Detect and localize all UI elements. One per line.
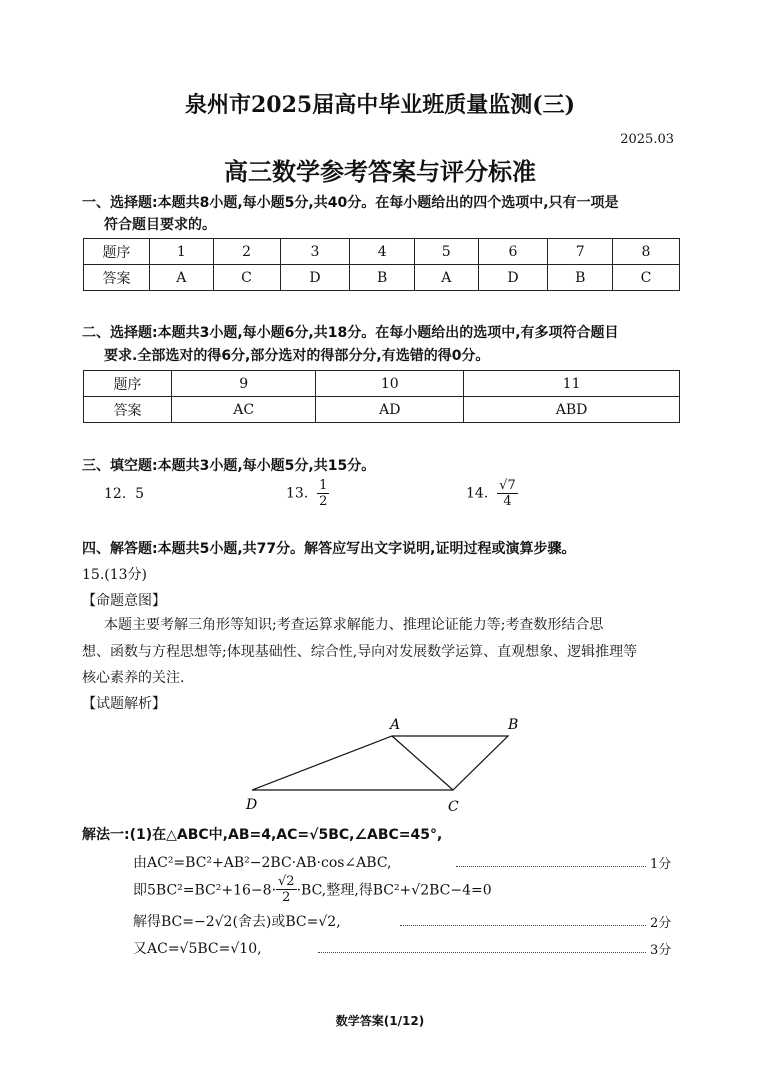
score-label: 2分 [650,916,672,931]
table-cell: 10 [316,371,464,397]
table-cell: 3 [280,239,350,265]
document-title: 泉州市2025届高中毕业班质量监测(三) [184,92,576,118]
intent-heading: 【命题意图】 [82,593,166,609]
point-label-a: A [390,717,401,733]
fill-answer-14 [466,478,518,509]
solution-text: 即5BC²=BC²+16−8· [133,882,277,899]
point-label-d: D [246,797,258,813]
intent-text-line1: 本题主要考解三角形等知识;考查运算求解能力、推理论证能力等;考查数形结合思 [104,617,604,633]
solution-line2: 由AC²=BC²+AB²−2BC·AB·cos∠ABC, [133,855,392,871]
table-header-cell: 题序 [84,371,172,397]
table-cell: 8 [612,239,679,265]
section2-heading-line2: 要求.全部选对的得6分,部分选对的得部分分,有选错的得0分。 [104,348,490,364]
table-cell: C [213,265,280,291]
solution-line3 [133,874,492,905]
table-row [84,239,680,265]
score-label: 3分 [650,943,672,958]
table-row [84,265,680,291]
table-cell: 6 [478,239,548,265]
table-cell: AD [316,397,464,423]
table-cell: D [478,265,548,291]
table-cell: B [350,265,415,291]
score-label: 1分 [650,857,672,872]
point-label-c: C [448,799,459,815]
dotted-leader [400,925,646,926]
table-header-cell: 题序 [84,239,150,265]
table-cell: 5 [414,239,478,265]
solution-text: ·BC,整理,得BC²+√2BC−4=0 [296,882,492,899]
question-number: 12. [104,486,127,502]
section3-heading: 三、填空题:本题共3小题,每小题5分,共15分。 [82,458,376,474]
section2-answer-table [83,370,680,423]
section4-heading: 四、解答题:本题共5小题,共77分。解答应写出文字说明,证明过程或演算步骤。 [82,541,576,557]
solution-line4: 解得BC=−2√2(舍去)或BC=√2, [133,914,341,930]
table-cell: AC [172,397,316,423]
solution-line5: 又AC=√5BC=√10, [133,941,262,957]
intent-text-line2: 想、函数与方程思想等;体现基础性、综合性,导向对发展数学运算、直观想象、逻辑推理等 [82,644,638,660]
trapezoid-outline [252,736,508,790]
table-row [84,397,680,423]
table-cell: B [548,265,613,291]
solution-line1 [82,824,442,844]
section2-heading-line1: 二、选择题:本题共3小题,每小题6分,共18分。在每小题给出的选项中,有多项符合题目 [82,325,619,341]
table-cell: A [150,265,214,291]
fill-answer-13 [286,478,329,509]
page-footer: 数学答案(1/12) [335,1014,425,1028]
dotted-leader [456,866,646,867]
table-cell: A [414,265,478,291]
fill-answer-12 [104,486,144,502]
document-date: 2025.03 [620,132,674,147]
section1-answer-table [83,238,680,291]
dotted-leader [318,952,646,953]
document-subtitle: 高三数学参考答案与评分标准 [224,157,536,186]
table-cell: 11 [464,371,680,397]
table-cell: D [280,265,350,291]
intent-text-line3: 核心素养的关注. [82,670,185,686]
table-cell: 4 [350,239,415,265]
question-number: 14. [466,485,489,502]
diagonal-ac [392,736,453,790]
section1-heading-line2: 符合题目要求的。 [104,217,216,233]
analysis-heading: 【试题解析】 [82,696,166,712]
table-cell: C [612,265,679,291]
table-header-cell: 答案 [84,265,150,291]
question-number: 13. [286,485,309,502]
table-cell: 1 [150,239,214,265]
table-header-cell: 答案 [84,397,172,423]
point-label-b: B [508,717,519,733]
trapezoid-figure [240,712,530,816]
table-row [84,371,680,397]
table-cell: 9 [172,371,316,397]
solution-text: 解法一:(1)在△ABC中,AB=4,AC=√5BC,∠ABC=45°, [82,827,443,843]
table-cell: 2 [213,239,280,265]
answer-fraction: $\frac{1}{2}$ [319,478,328,509]
question15-label: 15.(13分) [82,567,148,583]
math-fraction: $\frac{√2}{2}$ [278,874,295,905]
table-cell: 7 [548,239,613,265]
table-cell: ABD [464,397,680,423]
answer-value: 5 [135,486,145,502]
answer-fraction: $\frac{√7}{4}$ [499,478,516,509]
section1-heading-line1: 一、选择题:本题共8小题,每小题5分,共40分。在每小题给出的四个选项中,只有一项是 [82,195,619,211]
